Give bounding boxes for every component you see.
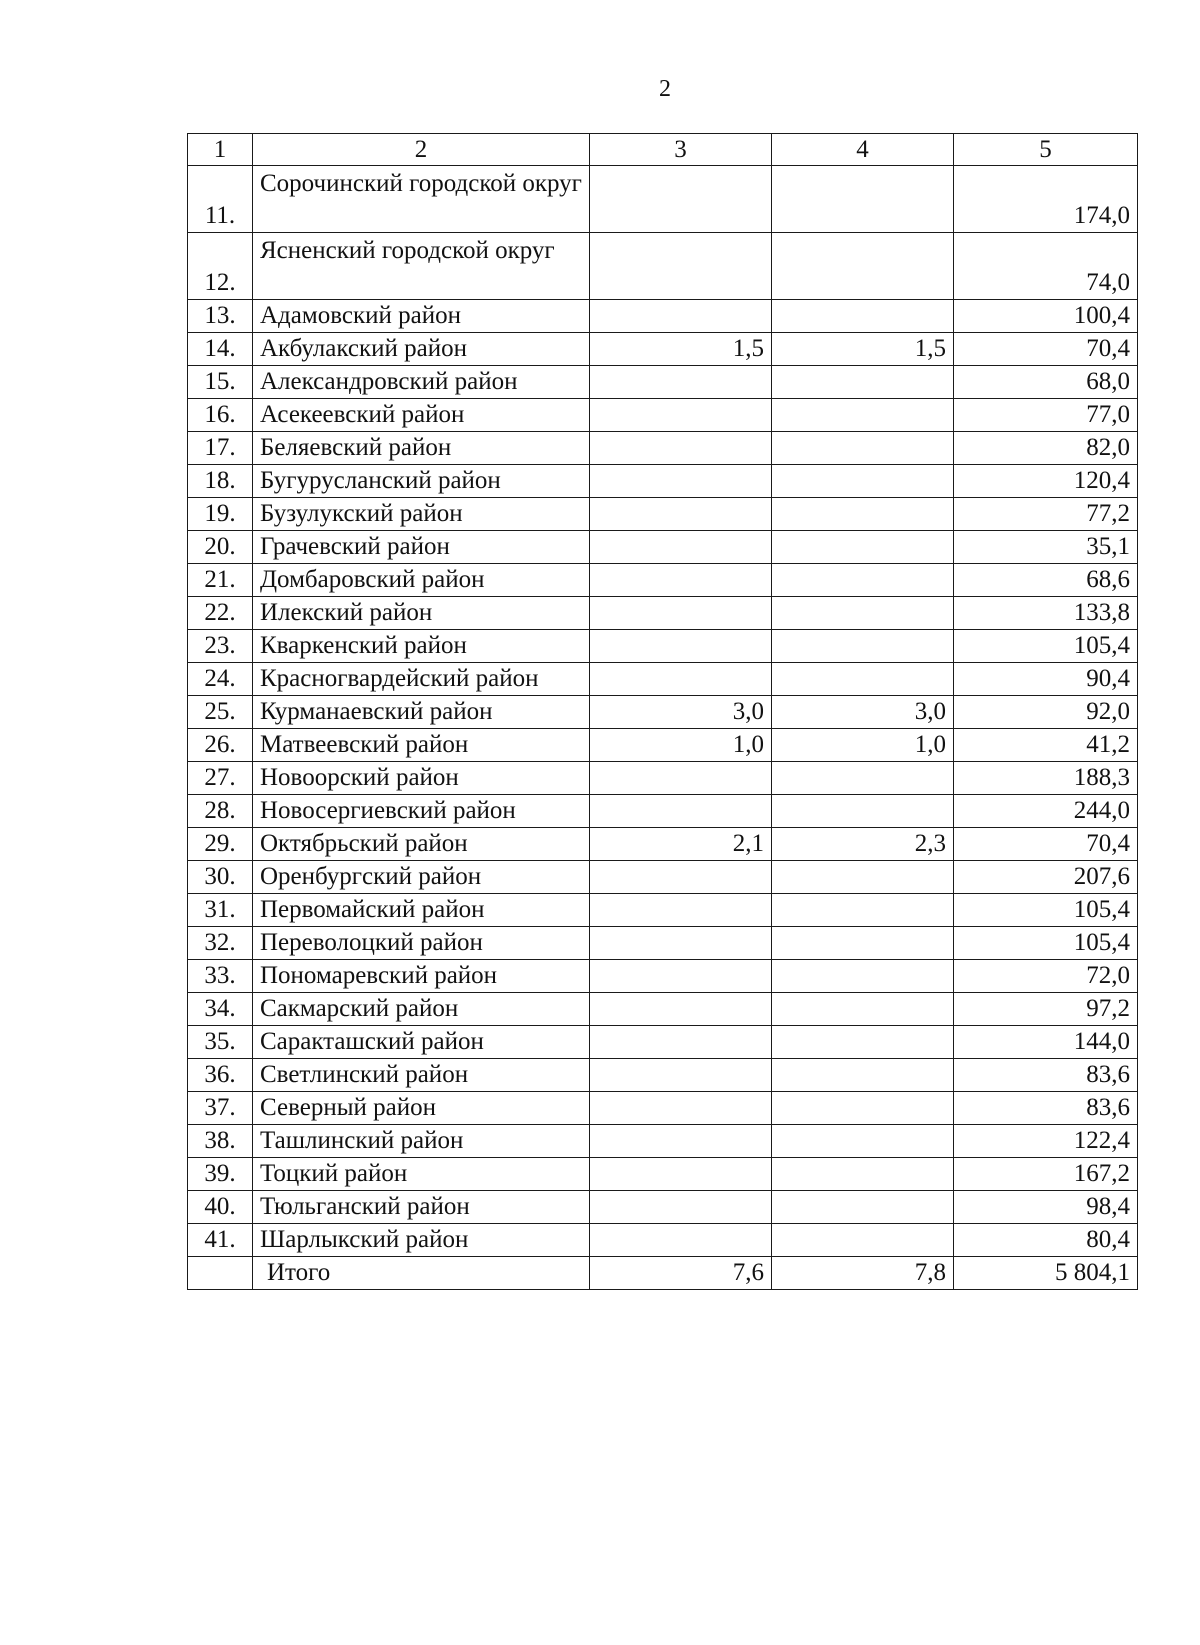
row-value-col4 [772, 564, 954, 597]
table-row [188, 1092, 1138, 1125]
row-value-col3 [590, 465, 772, 498]
row-name: Тоцкий район [253, 1158, 590, 1191]
row-value-col4 [772, 1125, 954, 1158]
row-number: 40. [188, 1191, 253, 1224]
column-header: 5 [954, 134, 1138, 166]
table-row [188, 1026, 1138, 1059]
row-name: Пономаревский район [253, 960, 590, 993]
total-number [188, 1257, 253, 1290]
row-value-col4 [772, 1191, 954, 1224]
row-value-col4 [772, 663, 954, 696]
row-name: Илекский район [253, 597, 590, 630]
row-number: 39. [188, 1158, 253, 1191]
table-row [188, 630, 1138, 663]
table-row [188, 300, 1138, 333]
row-value-col5: 83,6 [954, 1059, 1138, 1092]
row-value-col5: 105,4 [954, 894, 1138, 927]
row-value-col3 [590, 663, 772, 696]
row-value-col5: 35,1 [954, 531, 1138, 564]
row-name: Адамовский район [253, 300, 590, 333]
row-value-col5: 74,0 [954, 233, 1138, 300]
row-value-col4 [772, 498, 954, 531]
table-row [188, 333, 1138, 366]
row-value-col4 [772, 894, 954, 927]
row-value-col4 [772, 1092, 954, 1125]
row-number: 28. [188, 795, 253, 828]
table-row [188, 861, 1138, 894]
row-value-col4 [772, 993, 954, 1026]
row-name: Сакмарский район [253, 993, 590, 1026]
total-value-col5: 5 804,1 [954, 1257, 1138, 1290]
table-row [188, 1158, 1138, 1191]
row-name: Бугурусланский район [253, 465, 590, 498]
table-row [188, 993, 1138, 1026]
row-name: Курманаевский район [253, 696, 590, 729]
row-number: 14. [188, 333, 253, 366]
row-name: Ташлинский район [253, 1125, 590, 1158]
row-value-col3 [590, 300, 772, 333]
row-name: Новоорский район [253, 762, 590, 795]
table-row [188, 696, 1138, 729]
row-value-col5: 120,4 [954, 465, 1138, 498]
row-value-col3 [590, 597, 772, 630]
row-value-col5: 80,4 [954, 1224, 1138, 1257]
row-value-col3: 1,0 [590, 729, 772, 762]
row-value-col4 [772, 399, 954, 432]
row-value-col3 [590, 531, 772, 564]
table-row [188, 233, 1138, 300]
row-name: Новосергиевский район [253, 795, 590, 828]
row-value-col4 [772, 1158, 954, 1191]
row-name: Октябрьский район [253, 828, 590, 861]
row-name: Кваркенский район [253, 630, 590, 663]
row-name: Шарлыкский район [253, 1224, 590, 1257]
row-name: Первомайский район [253, 894, 590, 927]
row-value-col3 [590, 1224, 772, 1257]
row-value-col5: 83,6 [954, 1092, 1138, 1125]
row-value-col5: 68,0 [954, 366, 1138, 399]
table-row [188, 960, 1138, 993]
row-value-col3 [590, 233, 772, 300]
row-value-col5: 97,2 [954, 993, 1138, 1026]
row-value-col3 [590, 166, 772, 233]
row-number: 32. [188, 927, 253, 960]
row-value-col3 [590, 894, 772, 927]
row-number: 19. [188, 498, 253, 531]
row-name: Оренбургский район [253, 861, 590, 894]
row-number: 12. [188, 233, 253, 300]
row-value-col5: 133,8 [954, 597, 1138, 630]
row-number: 11. [188, 166, 253, 233]
row-number: 29. [188, 828, 253, 861]
row-value-col3: 3,0 [590, 696, 772, 729]
row-value-col4 [772, 300, 954, 333]
row-name: Переволоцкий район [253, 927, 590, 960]
total-label: Итого [253, 1257, 590, 1290]
row-value-col3 [590, 564, 772, 597]
row-name: Матвеевский район [253, 729, 590, 762]
row-value-col3 [590, 498, 772, 531]
row-value-col5: 41,2 [954, 729, 1138, 762]
table-row [188, 564, 1138, 597]
row-value-col3 [590, 399, 772, 432]
row-value-col5: 72,0 [954, 960, 1138, 993]
column-header: 1 [188, 134, 253, 166]
row-name: Светлинский район [253, 1059, 590, 1092]
row-value-col4 [772, 927, 954, 960]
row-value-col5: 167,2 [954, 1158, 1138, 1191]
table-row [188, 762, 1138, 795]
row-value-col3 [590, 927, 772, 960]
row-value-col5: 90,4 [954, 663, 1138, 696]
row-name: Акбулакский район [253, 333, 590, 366]
table-row [188, 531, 1138, 564]
row-value-col4: 3,0 [772, 696, 954, 729]
row-value-col4: 1,5 [772, 333, 954, 366]
table-row [188, 795, 1138, 828]
row-name: Грачевский район [253, 531, 590, 564]
row-number: 34. [188, 993, 253, 1026]
row-value-col5: 144,0 [954, 1026, 1138, 1059]
column-header: 3 [590, 134, 772, 166]
row-value-col5: 188,3 [954, 762, 1138, 795]
row-number: 23. [188, 630, 253, 663]
row-name: Саракташский район [253, 1026, 590, 1059]
table-row [188, 1125, 1138, 1158]
row-value-col4: 1,0 [772, 729, 954, 762]
table-row [188, 432, 1138, 465]
row-value-col5: 68,6 [954, 564, 1138, 597]
row-value-col3: 1,5 [590, 333, 772, 366]
row-value-col3 [590, 762, 772, 795]
row-value-col5: 77,2 [954, 498, 1138, 531]
row-value-col3 [590, 1059, 772, 1092]
row-value-col5: 174,0 [954, 166, 1138, 233]
data-table [187, 133, 1138, 1290]
row-name: Тюльганский район [253, 1191, 590, 1224]
row-number: 33. [188, 960, 253, 993]
row-value-col4 [772, 1059, 954, 1092]
row-number: 37. [188, 1092, 253, 1125]
row-number: 13. [188, 300, 253, 333]
row-value-col5: 92,0 [954, 696, 1138, 729]
row-value-col4 [772, 166, 954, 233]
row-value-col3: 2,1 [590, 828, 772, 861]
row-value-col5: 105,4 [954, 630, 1138, 663]
row-name: Александровский район [253, 366, 590, 399]
table-row [188, 1191, 1138, 1224]
row-value-col5: 98,4 [954, 1191, 1138, 1224]
row-value-col5: 70,4 [954, 333, 1138, 366]
row-name: Домбаровский район [253, 564, 590, 597]
row-name: Беляевский район [253, 432, 590, 465]
row-value-col3 [590, 1092, 772, 1125]
row-value-col4 [772, 233, 954, 300]
row-value-col3 [590, 795, 772, 828]
column-header: 2 [253, 134, 590, 166]
table-row [188, 927, 1138, 960]
table-body [188, 134, 1138, 1290]
row-name: Сорочинский городской округ [253, 166, 590, 233]
table-row [188, 166, 1138, 233]
total-value-col4: 7,8 [772, 1257, 954, 1290]
row-number: 26. [188, 729, 253, 762]
row-name: Бузулукский район [253, 498, 590, 531]
row-number: 22. [188, 597, 253, 630]
table-row [188, 366, 1138, 399]
table-header-row [188, 134, 1138, 166]
row-number: 30. [188, 861, 253, 894]
row-number: 15. [188, 366, 253, 399]
row-value-col3 [590, 366, 772, 399]
row-value-col4 [772, 630, 954, 663]
row-value-col4 [772, 1224, 954, 1257]
row-value-col4 [772, 762, 954, 795]
row-number: 38. [188, 1125, 253, 1158]
row-number: 18. [188, 465, 253, 498]
table-row [188, 1059, 1138, 1092]
row-value-col5: 105,4 [954, 927, 1138, 960]
total-row [188, 1257, 1138, 1290]
row-value-col5: 82,0 [954, 432, 1138, 465]
row-value-col4 [772, 861, 954, 894]
row-value-col5: 100,4 [954, 300, 1138, 333]
table-row [188, 597, 1138, 630]
row-value-col4 [772, 531, 954, 564]
table-row [188, 399, 1138, 432]
row-value-col3 [590, 861, 772, 894]
row-value-col3 [590, 432, 772, 465]
total-value-col3: 7,6 [590, 1257, 772, 1290]
row-value-col4 [772, 366, 954, 399]
row-number: 41. [188, 1224, 253, 1257]
row-number: 35. [188, 1026, 253, 1059]
column-header: 4 [772, 134, 954, 166]
row-name: Асекеевский район [253, 399, 590, 432]
row-value-col4 [772, 465, 954, 498]
row-value-col5: 122,4 [954, 1125, 1138, 1158]
row-value-col3 [590, 1026, 772, 1059]
row-value-col4 [772, 597, 954, 630]
row-name: Северный район [253, 1092, 590, 1125]
row-number: 27. [188, 762, 253, 795]
row-value-col4 [772, 795, 954, 828]
row-value-col3 [590, 1191, 772, 1224]
row-number: 20. [188, 531, 253, 564]
row-value-col3 [590, 1125, 772, 1158]
page-number: 2 [659, 76, 671, 102]
row-value-col5: 77,0 [954, 399, 1138, 432]
row-number: 21. [188, 564, 253, 597]
row-value-col3 [590, 993, 772, 1026]
row-value-col3 [590, 630, 772, 663]
table-row [188, 1224, 1138, 1257]
row-value-col4 [772, 432, 954, 465]
row-number: 24. [188, 663, 253, 696]
row-number: 31. [188, 894, 253, 927]
table-row [188, 465, 1138, 498]
row-number: 16. [188, 399, 253, 432]
row-value-col5: 70,4 [954, 828, 1138, 861]
row-value-col4: 2,3 [772, 828, 954, 861]
table-row [188, 894, 1138, 927]
table-row [188, 663, 1138, 696]
row-value-col4 [772, 1026, 954, 1059]
row-value-col4 [772, 960, 954, 993]
row-name: Ясненский городской округ [253, 233, 590, 300]
row-number: 36. [188, 1059, 253, 1092]
row-value-col3 [590, 960, 772, 993]
row-number: 17. [188, 432, 253, 465]
table-row [188, 828, 1138, 861]
table-row [188, 729, 1138, 762]
row-value-col3 [590, 1158, 772, 1191]
row-name: Красногвардейский район [253, 663, 590, 696]
row-number: 25. [188, 696, 253, 729]
table-row [188, 498, 1138, 531]
row-value-col5: 244,0 [954, 795, 1138, 828]
row-value-col5: 207,6 [954, 861, 1138, 894]
